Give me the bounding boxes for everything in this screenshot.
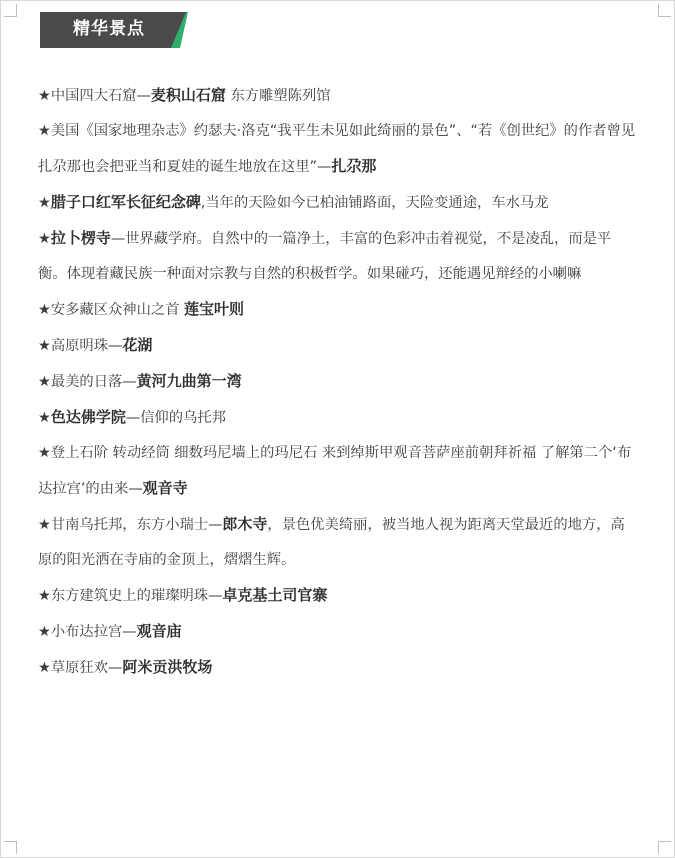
item-highlight: 拉卜楞寺: [50, 229, 111, 247]
list-item: [38, 650, 638, 686]
list-item: [38, 436, 638, 507]
item-text: 东方雕塑陈列馆: [225, 88, 331, 104]
section-title: 精华景点: [73, 19, 145, 39]
item-highlight: 阿米贡洪牧场: [122, 658, 213, 676]
crop-mark-top-right: [658, 4, 671, 17]
star-icon: ★: [38, 660, 51, 676]
item-text: ,当年的天险如今已柏油铺路面，天险变通途，车水马龙: [200, 195, 549, 211]
star-icon: ★: [38, 624, 51, 640]
item-text: 中国四大石窟—: [50, 88, 151, 104]
list-item: [38, 185, 638, 221]
list-item: [38, 614, 638, 650]
item-highlight: 卓克基土司官寨: [222, 586, 328, 604]
item-text: ，景色优美绮丽，被当地人视为距离天堂最近的地方，高原的阳光洒在寺庙的金顶上，熠熠生辉。: [38, 517, 625, 568]
item-highlight: 花湖: [122, 336, 153, 354]
list-item: [38, 578, 638, 614]
item-text: 甘南乌托邦，东方小瑞士—: [50, 517, 223, 533]
star-icon: ★: [38, 88, 51, 104]
list-item: [38, 507, 638, 578]
item-highlight: 色达佛学院: [50, 408, 126, 426]
item-text: 高原明珠—: [50, 338, 123, 354]
item-highlight: 郎木寺: [222, 515, 268, 533]
star-icon: ★: [38, 374, 51, 390]
item-text: 美国《国家地理杂志》约瑟夫·洛克“我平生未见如此绮丽的景色”、“若《创世纪》的作者曾见扎尕那也会把亚当和夏娃的诞生地放在这里”—: [38, 123, 636, 175]
star-icon: ★: [38, 123, 51, 139]
star-icon: ★: [38, 445, 51, 461]
star-icon: ★: [38, 588, 51, 604]
list-item: [38, 328, 638, 364]
item-highlight: 腊子口红军长征纪念碑: [50, 193, 201, 211]
item-highlight: 观音寺: [142, 479, 188, 497]
list-item: [38, 78, 638, 114]
item-highlight: 观音庙: [136, 622, 182, 640]
item-text: 小布达拉宫—: [50, 624, 137, 640]
item-text: 安多藏区众神山之首: [50, 302, 185, 318]
item-text: —信仰的乌托邦: [125, 410, 226, 426]
star-icon: ★: [38, 410, 51, 426]
list-item: [38, 400, 638, 436]
list-item: [38, 292, 638, 328]
star-icon: ★: [38, 338, 51, 354]
item-text: 东方建筑史上的璀璨明珠—: [50, 588, 223, 604]
item-highlight: 黄河九曲第一湾: [136, 372, 242, 390]
item-text: 草原狂欢—: [50, 660, 123, 676]
item-highlight: 麦积山石窟: [150, 86, 226, 104]
list-item: [38, 364, 638, 400]
item-highlight: 扎尕那: [331, 157, 377, 175]
attractions-list: [38, 78, 638, 686]
section-banner: [40, 12, 190, 48]
star-icon: ★: [38, 195, 51, 211]
list-item: [38, 221, 638, 292]
list-item: [38, 114, 638, 185]
crop-mark-bottom-right: [658, 841, 671, 854]
item-text: 最美的日落—: [50, 374, 137, 390]
item-text: 登上石阶 转动经筒 细数玛尼墙上的玛尼石 来到绰斯甲观音菩萨座前朝拜祈福 了解第二个‘布达拉宫’的由来—: [38, 445, 632, 497]
star-icon: ★: [38, 302, 51, 318]
star-icon: ★: [38, 517, 51, 533]
item-text: —世界藏学府。自然中的一篇净土，丰富的色彩冲击着视觉，不是凌乱，而是平衡。体现着藏民族一种面对宗教与自然的积极哲学。如果碰巧，还能遇见辩经的小喇嘛: [38, 231, 612, 282]
crop-mark-bottom-left: [4, 841, 17, 854]
crop-mark-top-left: [4, 4, 17, 17]
item-highlight: 莲宝叶则: [184, 300, 245, 318]
star-icon: ★: [38, 231, 51, 247]
